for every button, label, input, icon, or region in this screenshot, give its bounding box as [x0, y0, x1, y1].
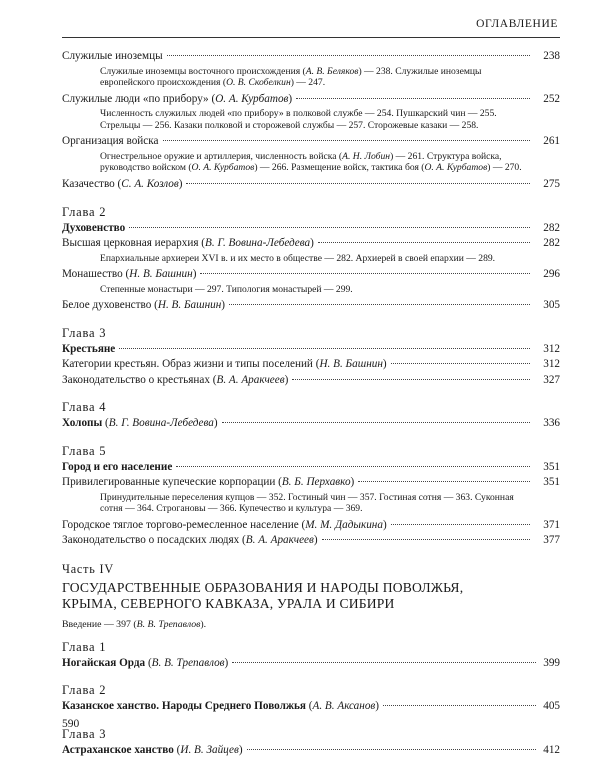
toc-page-number: 405 — [543, 700, 560, 713]
toc-entry[interactable] — [62, 299, 560, 313]
page-number: 590 — [62, 718, 80, 730]
dot-leader — [200, 273, 530, 274]
toc-entry-title — [62, 519, 387, 533]
chapter-heading: Глава 3 — [62, 325, 107, 340]
entry-text: ( — [145, 656, 152, 669]
spacer — [62, 192, 560, 199]
toc-entry-title — [62, 93, 292, 107]
chapter-heading: Глава 2 — [62, 204, 107, 219]
toc-entry[interactable] — [62, 657, 560, 671]
author-name: В. Г. Вовина-Лебедева — [108, 417, 214, 430]
chapter-heading: Глава 2 — [62, 683, 107, 698]
toc-entry-title — [62, 700, 379, 714]
toc-page-number: 377 — [543, 534, 560, 547]
toc-entry[interactable] — [62, 461, 560, 475]
toc-entry[interactable] — [62, 135, 560, 149]
toc-page-number: 336 — [543, 417, 560, 430]
toc-entry[interactable] — [62, 700, 560, 714]
entry-text: ) — [284, 373, 289, 386]
author-name: О. А. Курбатов — [424, 162, 488, 174]
toc-content — [62, 48, 560, 757]
toc-entry[interactable] — [62, 178, 560, 192]
toc-entry-title — [62, 657, 228, 671]
toc-entry-title: Город и его население — [62, 460, 173, 473]
entry-text: ) — [178, 178, 183, 191]
author-name: О. В. Скобелкин — [226, 77, 291, 89]
author-name: В. Г. Вовина-Лебедева — [205, 237, 311, 250]
author-name: Н. В. Башнин — [129, 268, 193, 281]
subsection-list — [62, 492, 560, 515]
spacer — [62, 387, 560, 394]
toc-entry[interactable] — [62, 534, 560, 548]
entry-text: ) — [382, 518, 387, 531]
entry-text: ) — [192, 268, 197, 281]
toc-page-number: 312 — [543, 358, 560, 371]
toc-entry[interactable] — [62, 417, 560, 431]
author-name: В. Б. Перхавко — [281, 476, 351, 489]
entry-text: ) — [382, 358, 387, 371]
toc-entry-title — [62, 299, 225, 313]
toc-page-number: 305 — [543, 299, 560, 312]
chapter-heading: Глава 5 — [62, 443, 107, 458]
toc-page-number: 282 — [543, 221, 560, 234]
author-name: А. В. Беляков — [305, 65, 359, 77]
toc-page-number: 312 — [543, 342, 560, 355]
spacer — [62, 431, 560, 438]
toc-page-number: 351 — [543, 476, 560, 489]
toc-page-number: 282 — [543, 237, 560, 250]
dot-leader — [322, 539, 530, 540]
intro-end: ). — [200, 618, 207, 630]
entry-text: ( — [305, 700, 313, 713]
entry-title-bold: Астраханское ханство — [62, 743, 174, 756]
toc-entry-title — [62, 374, 288, 388]
toc-part4-list — [62, 640, 560, 757]
spacer — [62, 313, 560, 320]
author-name: И. В. Зайцев — [180, 743, 239, 756]
toc-entry[interactable] — [62, 343, 560, 357]
entry-text: Законодательство о крестьянах ( — [62, 373, 217, 386]
toc-page-number: 275 — [543, 178, 560, 191]
entry-text: ) — 247. — [290, 77, 326, 89]
entry-title-bold: Ногайская Орда — [62, 656, 146, 669]
dot-leader — [163, 140, 531, 141]
entry-text: Монашество ( — [62, 268, 130, 281]
entry-text: ) — [350, 476, 355, 489]
dot-leader — [222, 422, 530, 423]
dot-leader — [229, 304, 530, 305]
entry-text: ) — [221, 299, 226, 312]
dot-leader — [186, 183, 530, 184]
dot-leader — [383, 705, 536, 706]
subsection-list — [62, 151, 560, 174]
entry-text: ) — 266. Размещение войск, тактика боя ( — [254, 162, 425, 174]
toc-entry-title: Организация войска — [62, 135, 159, 148]
toc-page-number: 351 — [543, 460, 560, 473]
chapter-heading: Глава 4 — [62, 400, 107, 415]
toc-page-number: 261 — [543, 135, 560, 148]
dot-leader — [167, 55, 530, 56]
entry-text: ) — 238. Служилые иноземцы европейского происхождения ( — [100, 65, 482, 89]
entry-text: ) — [375, 700, 379, 713]
author-name: О. А. Курбатов — [215, 92, 289, 105]
toc-page-number: 238 — [543, 50, 560, 62]
part-label: Часть IV — [62, 561, 114, 576]
toc-entry-title — [62, 744, 243, 757]
entry-title-bold: Холопы — [62, 417, 103, 430]
toc-entry[interactable] — [62, 237, 560, 251]
entry-text: Численность служилых людей «по прибору» в полковой службе — 254. Пушкарский чин — 255. Стрельцы — 256. Казаки полковой и сторожевой службы — 257. Сторожевые казаки — 258. — [100, 108, 497, 131]
toc-entry[interactable] — [62, 268, 560, 282]
entry-text: ) — 261. Структура войска, руководство войском ( — [100, 150, 502, 174]
entry-text: Городское тяглое торгово-ремесленное население ( — [62, 518, 306, 531]
toc-entry-title — [62, 268, 196, 282]
dot-leader — [129, 227, 530, 228]
toc-entry[interactable] — [62, 93, 560, 107]
running-head-title: ОГЛАВЛЕНИЕ — [476, 18, 558, 30]
author-name: А. Н. Лобин — [342, 150, 391, 162]
toc-entry-title — [62, 476, 354, 490]
author-name: Н. В. Башнин — [319, 358, 383, 371]
entry-text: ) — [224, 656, 229, 669]
subsection-list — [62, 253, 560, 265]
toc-page-number: 399 — [543, 656, 560, 669]
toc-part3-list — [62, 50, 560, 548]
toc-entry-title — [62, 178, 182, 192]
entry-text: Привилегированные купеческие корпорации ( — [62, 476, 282, 489]
toc-entry[interactable] — [62, 50, 560, 64]
dot-leader — [358, 481, 530, 482]
chapter-heading: Глава 3 — [62, 726, 107, 741]
subsection-list — [62, 284, 560, 296]
entry-text: Принудительные переселения купцов — 352. Гостиный чин — 357. Гостиная сотня — 363. Суконная сотня — 364. Строгановы — 366. Купечество и культура — 369. — [100, 491, 514, 515]
toc-page-number: 252 — [543, 92, 560, 105]
entry-text: Служилые люди «по прибору» ( — [62, 92, 216, 105]
part-title: ГОСУДАРСТВЕННЫЕ ОБРАЗОВАНИЯ И НАРОДЫ ПОВОЛЖЬЯ, КРЫМА, СЕВЕРНОГО КАВКАЗА, УРАЛА И СИБИРИ — [62, 579, 464, 612]
toc-entry[interactable] — [62, 744, 560, 757]
toc-entry-title — [62, 358, 387, 372]
author-name: В. А. Аракчеев — [245, 534, 314, 547]
author-name: М. М. Дадыкина — [305, 518, 383, 531]
author-name: В. В. Трепавлов — [151, 656, 225, 669]
author-name: О. А. Курбатов — [191, 162, 255, 174]
entry-text: ) — 270. — [487, 162, 522, 174]
entry-text: Законодательство о посадских людях ( — [62, 534, 246, 547]
dot-leader — [318, 242, 530, 243]
toc-entry[interactable] — [62, 374, 560, 388]
author-name: Н. В. Башнин — [157, 299, 222, 312]
toc-entry-title — [62, 417, 218, 431]
running-head — [62, 10, 560, 38]
chapter-heading: Глава 1 — [62, 639, 107, 654]
header-rule — [62, 37, 560, 38]
toc-entry-title: Служилые иноземцы — [62, 50, 163, 62]
entry-text: ( — [173, 743, 181, 756]
entry-text: Епархиальные архиереи XVI в. и их место в обществе — 282. Архиерей в своей епархии — 289. — [100, 252, 496, 264]
entry-text: ( — [102, 417, 109, 430]
toc-page-number: 296 — [543, 268, 560, 281]
entry-text: Казачество ( — [62, 178, 122, 191]
toc-entry[interactable] — [62, 222, 560, 236]
toc-page-number: 327 — [543, 373, 560, 386]
toc-entry[interactable] — [62, 519, 560, 533]
author-name: А. В. Аксанов — [312, 700, 376, 713]
subsection-list — [62, 66, 560, 89]
spacer — [62, 714, 560, 721]
entry-text: Категории крестьян. Образ жизни и типы поселений ( — [62, 358, 320, 371]
subsection-list — [62, 108, 560, 131]
dot-leader — [119, 348, 530, 349]
entry-text: ) — [288, 92, 293, 105]
entry-text: Огнестрельное оружие и артиллерия, численность войска ( — [100, 150, 343, 162]
toc-entry-title: Духовенство — [62, 221, 126, 234]
toc-page-number: 371 — [543, 518, 560, 531]
dot-leader — [391, 363, 530, 364]
intro-text: Введение — 397 ( — [62, 618, 137, 630]
entry-text: Служилые иноземцы восточного происхождения ( — [100, 65, 306, 77]
toc-page-number: 412 — [543, 743, 560, 756]
toc-entry-title: Крестьяне — [62, 342, 116, 355]
entry-text: Белое духовенство ( — [62, 299, 158, 312]
entry-text: Высшая церковная иерархия ( — [62, 237, 206, 250]
spacer — [62, 670, 560, 677]
dot-leader — [292, 379, 530, 380]
entry-text: Степенные монастыри — 297. Типология монастырей — 299. — [100, 283, 353, 295]
author-name: С. А. Козлов — [121, 178, 179, 191]
dot-leader — [391, 524, 530, 525]
author-name: В. А. Аракчеев — [216, 373, 285, 386]
entry-text: ) — [213, 417, 218, 430]
entry-text: ) — [310, 237, 314, 250]
toc-entry[interactable] — [62, 358, 560, 372]
entry-text: ) — [238, 743, 243, 756]
part-intro — [62, 619, 560, 630]
toc-entry-title — [62, 237, 314, 251]
toc-entry[interactable] — [62, 476, 560, 490]
entry-title-bold: Казанское ханство. Народы Среднего Поволжья — [62, 700, 306, 713]
intro-author: В. В. Трепавлов — [136, 618, 201, 630]
entry-text: ) — [313, 534, 318, 547]
dot-leader — [296, 98, 530, 99]
toc-entry-title — [62, 534, 318, 548]
dot-leader — [232, 662, 536, 663]
dot-leader — [176, 466, 530, 467]
